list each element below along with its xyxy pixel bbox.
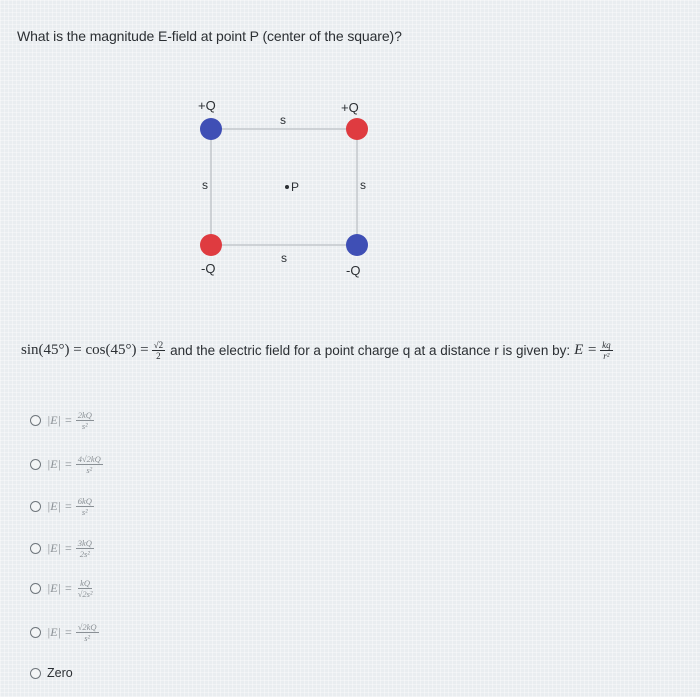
choice-4[interactable] bbox=[30, 538, 94, 559]
label-top-left: +Q bbox=[198, 98, 216, 113]
choice-fraction bbox=[76, 454, 103, 475]
choice-num: 3kQ bbox=[77, 538, 92, 548]
choice-3[interactable] bbox=[30, 496, 94, 517]
choice-zero[interactable] bbox=[30, 666, 73, 680]
choice-5[interactable] bbox=[30, 578, 95, 599]
charge-square-diagram bbox=[0, 0, 700, 330]
hint-formula-den: r² bbox=[603, 351, 610, 361]
choice-eq: = bbox=[64, 499, 72, 513]
point-p-dot bbox=[285, 185, 289, 189]
choice-lhs: |E| bbox=[47, 457, 61, 471]
hint-trig-lhs: sin(45°) = cos(45°) = bbox=[21, 342, 149, 358]
radio-button[interactable] bbox=[30, 501, 41, 512]
choice-num: 6kQ bbox=[77, 496, 92, 506]
radio-button[interactable] bbox=[30, 668, 41, 679]
side-label-top: s bbox=[280, 113, 286, 127]
question-text: What is the magnitude E-field at point P (center of the square)? bbox=[17, 28, 402, 44]
choice-lhs: |E| bbox=[47, 541, 61, 555]
choice-eq: = bbox=[64, 581, 72, 595]
choice-6[interactable] bbox=[30, 622, 99, 643]
label-bottom-left: -Q bbox=[201, 261, 216, 276]
hint-frac-den: 2 bbox=[156, 351, 161, 361]
hint-formula-lhs: E = bbox=[574, 342, 598, 358]
choice-fraction bbox=[76, 578, 95, 599]
hint-text: and the electric field for a point charge q at a distance r is given by: bbox=[170, 343, 571, 358]
radio-button[interactable] bbox=[30, 627, 41, 638]
charge-top-left bbox=[200, 118, 222, 140]
choice-lhs: |E| bbox=[47, 625, 61, 639]
hint-formula-num: kq bbox=[602, 340, 611, 350]
choice-den: s² bbox=[86, 465, 93, 475]
choice-den: s² bbox=[84, 633, 91, 643]
charge-bottom-right bbox=[346, 234, 368, 256]
label-top-right: +Q bbox=[341, 100, 359, 115]
side-label-left: s bbox=[202, 178, 208, 192]
choice-num: kQ bbox=[80, 578, 91, 588]
choice-lhs: |E| bbox=[47, 413, 61, 427]
choice-num: 4√2kQ bbox=[77, 454, 101, 464]
radio-button[interactable] bbox=[30, 415, 41, 426]
hint-sqrt2-fraction bbox=[152, 340, 165, 361]
choice-eq: = bbox=[64, 625, 72, 639]
choice-fraction bbox=[76, 496, 94, 517]
choice-num: 2kQ bbox=[77, 410, 92, 420]
choice-num: √2kQ bbox=[77, 622, 97, 632]
choice-den: √2s² bbox=[77, 589, 93, 599]
choice-2[interactable] bbox=[30, 454, 103, 475]
choice-eq: = bbox=[64, 413, 72, 427]
radio-button[interactable] bbox=[30, 459, 41, 470]
radio-button[interactable] bbox=[30, 583, 41, 594]
choice-zero-label: Zero bbox=[47, 666, 73, 680]
charge-top-right bbox=[346, 118, 368, 140]
point-p-label: P bbox=[291, 180, 300, 194]
choice-den: 2s² bbox=[79, 549, 90, 559]
choice-lhs: |E| bbox=[47, 499, 61, 513]
hint-formula-fraction bbox=[600, 340, 613, 361]
choice-den: s² bbox=[81, 507, 88, 517]
hint-frac-num: √2 bbox=[153, 340, 164, 350]
radio-button[interactable] bbox=[30, 543, 41, 554]
side-label-right: s bbox=[360, 178, 366, 192]
choice-fraction bbox=[76, 622, 99, 643]
choice-eq: = bbox=[64, 457, 72, 471]
choice-fraction bbox=[76, 410, 94, 431]
choice-eq: = bbox=[64, 541, 72, 555]
hint-line bbox=[21, 340, 616, 361]
side-label-bottom: s bbox=[281, 251, 287, 265]
choice-lhs: |E| bbox=[47, 581, 61, 595]
choice-1[interactable] bbox=[30, 410, 94, 431]
label-bottom-right: -Q bbox=[346, 263, 361, 278]
choice-fraction bbox=[76, 538, 94, 559]
charge-bottom-left bbox=[200, 234, 222, 256]
choice-den: s² bbox=[81, 421, 88, 431]
